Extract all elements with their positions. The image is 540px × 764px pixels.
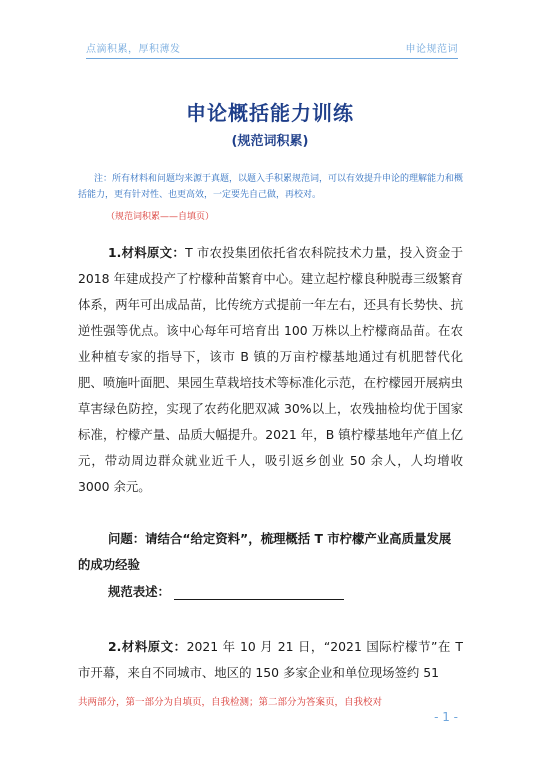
answer-row [108,582,344,600]
document-title: 申论概括能力训练 [186,101,354,125]
page-number: - 1 - [434,710,458,724]
self-fill-tag: （规范词积累——自填页） [106,212,215,222]
material-1-text: T 市农投集团依托省农科院技术力量，投入资金于 2018 年建成投产了柠檬种苗繁育中心。建立起柠檬良种脱毒三级繁育体系，两年可出成品苗，比传统方式提前一年左右，还具有长势快、抗逆性强等优点。该中心每年可培育出 100 万株以上柠檬商品苗。在农业种植专家的指导下，该市 B 镇的万亩柠檬基地通过有机肥替代化肥、喷施叶面肥、果园生草栽培技术等标准化示范，在柠檬园开展病虫草害绿色防控，实现了农药化肥双减 30%以上，农残抽检均优于国家标准，柠檬产量、品质大幅提升。2021 年，B 镇柠檬基地年产值上亿元，带动周边群众就业近千人，吸引返乡创业 50 余人，人均增收 3000 余元。 [78,245,463,494]
page-header [86,38,458,59]
answer-label: 规范表述： [108,584,170,599]
header-category: 申论规范词 [405,44,458,55]
material-1-lead: 1.材料原文： [108,245,186,260]
instruction-note: 注：所有材料和问题均来源于真题，以题入手积累规范词，可以有效提升申论的理解能力和概括能力，更有针对性、也更高效，一定要先自己做，再校对。 [78,174,464,200]
question-text: 问题：请结合“给定资料”，梳理概括 T 市柠檬产业高质量发展的成功经验 [78,531,452,572]
answer-blank-line[interactable] [174,587,344,600]
footer-note: 共两部分，第一部分为自填页，自我检测；第二部分为答案页，自我校对 [78,697,383,708]
document-subtitle: (规范词积累) [231,134,309,149]
header-slogan: 点滴积累，厚积薄发 [86,44,181,55]
material-2 [78,634,463,686]
material-2-lead: 2.材料原文： [108,639,187,654]
material-1 [78,240,463,500]
material-2-text: 2021 年 10 月 21 日，“2021 国际柠檬节”在 T 市开幕，来自不同城市、地区的 150 多家企业和单位现场签约 51 [78,639,463,680]
